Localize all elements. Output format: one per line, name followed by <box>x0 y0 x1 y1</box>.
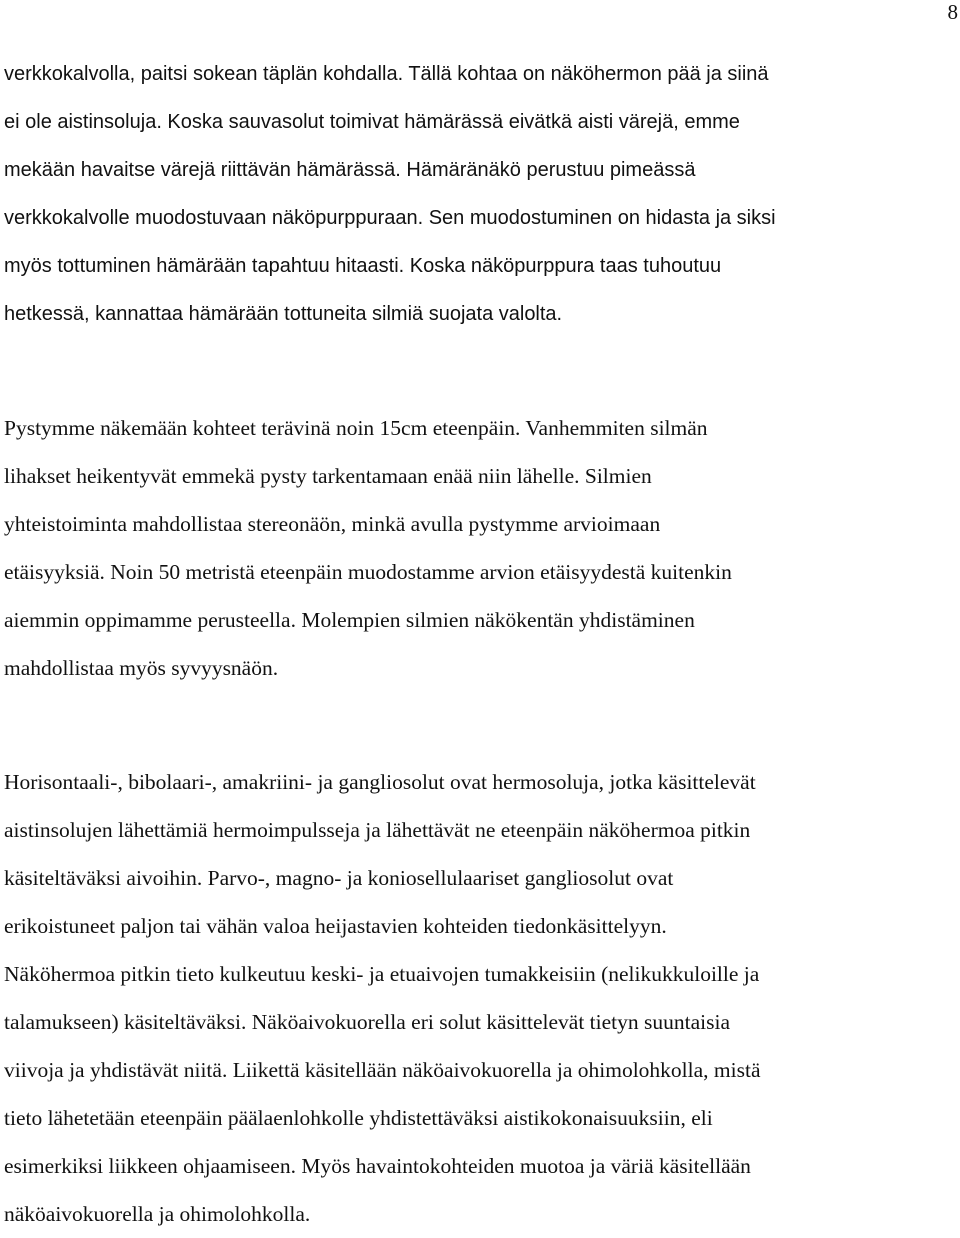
text-line: talamukseen) käsiteltäväksi. Näköaivokuorella eri solut käsittelevät tietyn suuntaisia <box>4 1010 731 1034</box>
text-line: mekään havaitse värejä riittävän hämärässä. Hämäränäkö perustuu pimeässä <box>4 159 696 181</box>
text-line: näköaivokuorella ja ohimolohkolla. <box>4 1202 311 1226</box>
text-line: tieto lähetetään eteenpäin päälaenlohkolle yhdistettäväksi aistikokonaisuuksiin, eli <box>4 1106 713 1130</box>
text-line: Pystymme näkemään kohteet terävinä noin 15cm eteenpäin. Vanhemmiten silmän <box>4 416 708 440</box>
text-line: Näköhermoa pitkin tieto kulkeutuu keski- ja etuaivojen tumakkeisiin (nelikukkuloille ja <box>4 962 760 986</box>
text-line: viivoja ja yhdistävät niitä. Liikettä käsitellään näköaivokuorella ja ohimolohkolla, mistä <box>4 1058 761 1082</box>
text-line: ei ole aistinsoluja. Koska sauvasolut toimivat hämärässä eivätkä aisti värejä, emme <box>4 111 740 133</box>
text-line: aistinsolujen lähettämiä hermoimpulsseja ja lähettävät ne eteenpäin näköhermoa pitkin <box>4 818 751 842</box>
text-line: yhteistoiminta mahdollistaa stereonäön, minkä avulla pystymme arvioimaan <box>4 512 661 536</box>
text-line: myös tottuminen hämärään tapahtuu hitaasti. Koska näköpurppura taas tuhoutuu <box>4 255 722 277</box>
text-line: aiemmin oppimamme perusteella. Molempien silmien näkökentän yhdistäminen <box>4 608 695 632</box>
text-line: verkkokalvolle muodostuvaan näköpurppuraan. Sen muodostuminen on hidasta ja siksi <box>4 207 776 229</box>
text-line: esimerkiksi liikkeen ohjaamiseen. Myös havaintokohteiden muotoa ja väriä käsitellään <box>4 1154 751 1178</box>
text-line: etäisyyksiä. Noin 50 metristä eteenpäin muodostamme arvion etäisyydestä kuitenkin <box>4 560 732 584</box>
page-number: 8 <box>947 0 958 24</box>
text-line: Horisontaali-, bibolaari-, amakriini- ja gangliosolut ovat hermosoluja, jotka käsittelevät <box>4 770 756 794</box>
text-line: lihakset heikentyvät emmekä pysty tarkentamaan enää niin lähelle. Silmien <box>4 464 652 488</box>
text-line: hetkessä, kannattaa hämärään tottuneita silmiä suojata valolta. <box>4 303 563 325</box>
paragraph-hamaranako <box>4 50 776 338</box>
text-line: mahdollistaa myös syvyysnäön. <box>4 656 279 680</box>
text-line: erikoistuneet paljon tai vähän valoa heijastavien kohteiden tiedonkäsittelyyn. <box>4 914 667 938</box>
paragraph-stereonako <box>4 404 732 692</box>
text-line: käsiteltäväksi aivoihin. Parvo-, magno- ja koniosellulaariset gangliosolut ovat <box>4 866 674 890</box>
text-line: verkkokalvolla, paitsi sokean täplän kohdalla. Tällä kohtaa on näköhermon pää ja siinä <box>4 63 769 85</box>
paragraph-hermosolut <box>4 758 761 1238</box>
